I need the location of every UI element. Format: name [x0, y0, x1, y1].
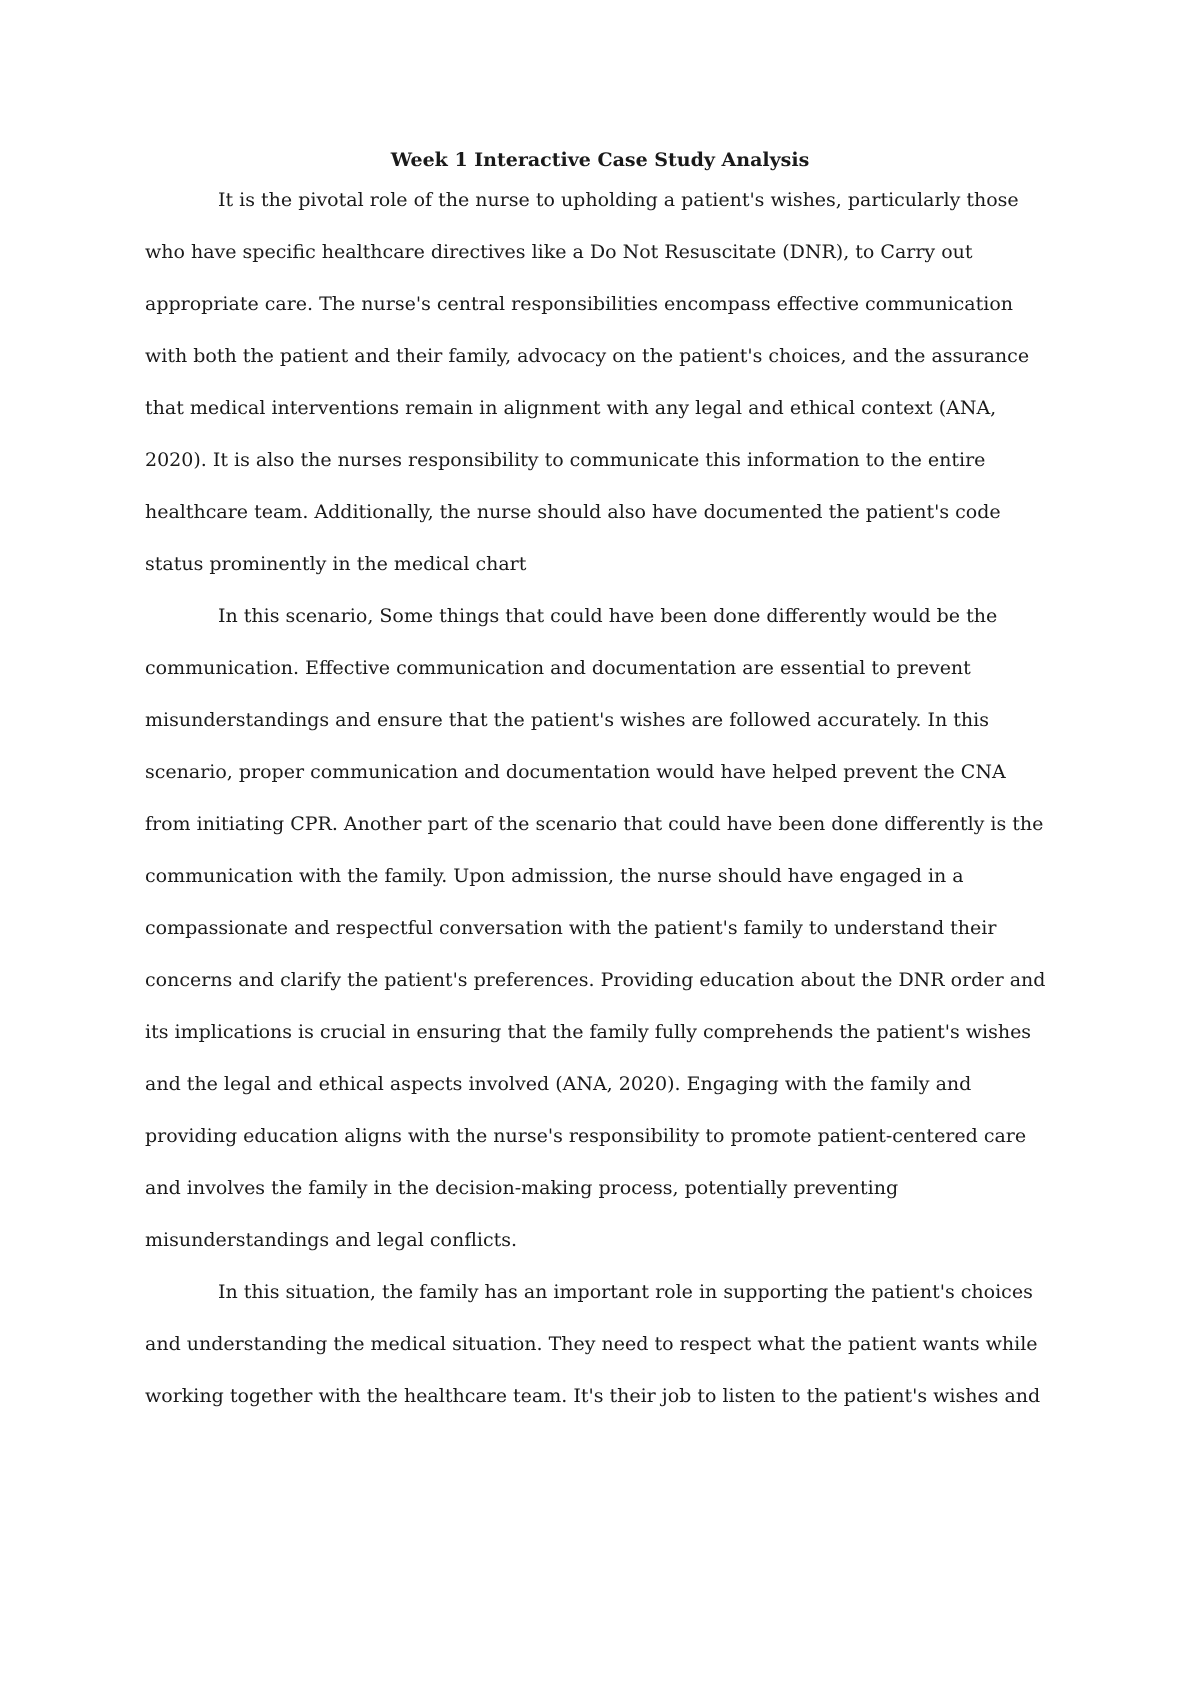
paragraph-line: misunderstandings and ensure that the patient's wishes are followed accurately. In this: [145, 709, 989, 731]
paragraph-line: and understanding the medical situation. They need to respect what the patient wants while: [145, 1333, 1038, 1355]
paragraph-line: communication with the family. Upon admission, the nurse should have engaged in a: [145, 865, 964, 887]
paragraph-line: scenario, proper communication and documentation would have helped prevent the CNA: [145, 761, 1006, 783]
paragraph-line: concerns and clarify the patient's preferences. Providing education about the DNR order and: [145, 969, 1046, 991]
paragraph-line: who have specific healthcare directives like a Do Not Resuscitate (DNR), to Carry out: [145, 241, 973, 263]
paragraph-line: appropriate care. The nurse's central responsibilities encompass effective communication: [145, 293, 1014, 315]
paragraph-line: In this situation, the family has an important role in supporting the patient's choices: [218, 1281, 1033, 1303]
paragraph-line: status prominently in the medical chart: [145, 553, 527, 575]
paragraph-line: and involves the family in the decision-making process, potentially preventing: [145, 1177, 899, 1199]
paragraph-line: In this scenario, Some things that could have been done differently would be the: [218, 605, 998, 627]
paragraph-line: that medical interventions remain in alignment with any legal and ethical context (ANA,: [145, 397, 997, 419]
paragraph-line: compassionate and respectful conversation with the patient's family to understand their: [145, 917, 997, 939]
paragraph-line: its implications is crucial in ensuring that the family fully comprehends the patient's wishes: [145, 1021, 1032, 1043]
paragraph-line: misunderstandings and legal conflicts.: [145, 1229, 518, 1251]
paragraph-line: working together with the healthcare team. It's their job to listen to the patient's wishes and: [145, 1385, 1041, 1407]
paragraph-line: with both the patient and their family, advocacy on the patient's choices, and the assurance: [145, 345, 1030, 367]
paragraph-line: It is the pivotal role of the nurse to upholding a patient's wishes, particularly those: [218, 189, 1019, 211]
paragraph-line: 2020). It is also the nurses responsibility to communicate this information to the entire: [145, 449, 986, 471]
paragraph-line: healthcare team. Additionally, the nurse should also have documented the patient's code: [145, 501, 1001, 523]
paragraph-line: communication. Effective communication and documentation are essential to prevent: [145, 657, 971, 679]
document-title: Week 1 Interactive Case Study Analysis: [390, 149, 810, 171]
paragraph-line: from initiating CPR. Another part of the scenario that could have been done differently is the: [145, 813, 1044, 835]
paragraph-line: providing education aligns with the nurse's responsibility to promote patient-centered care: [145, 1125, 1027, 1147]
paragraph-line: and the legal and ethical aspects involved (ANA, 2020). Engaging with the family and: [145, 1073, 972, 1095]
